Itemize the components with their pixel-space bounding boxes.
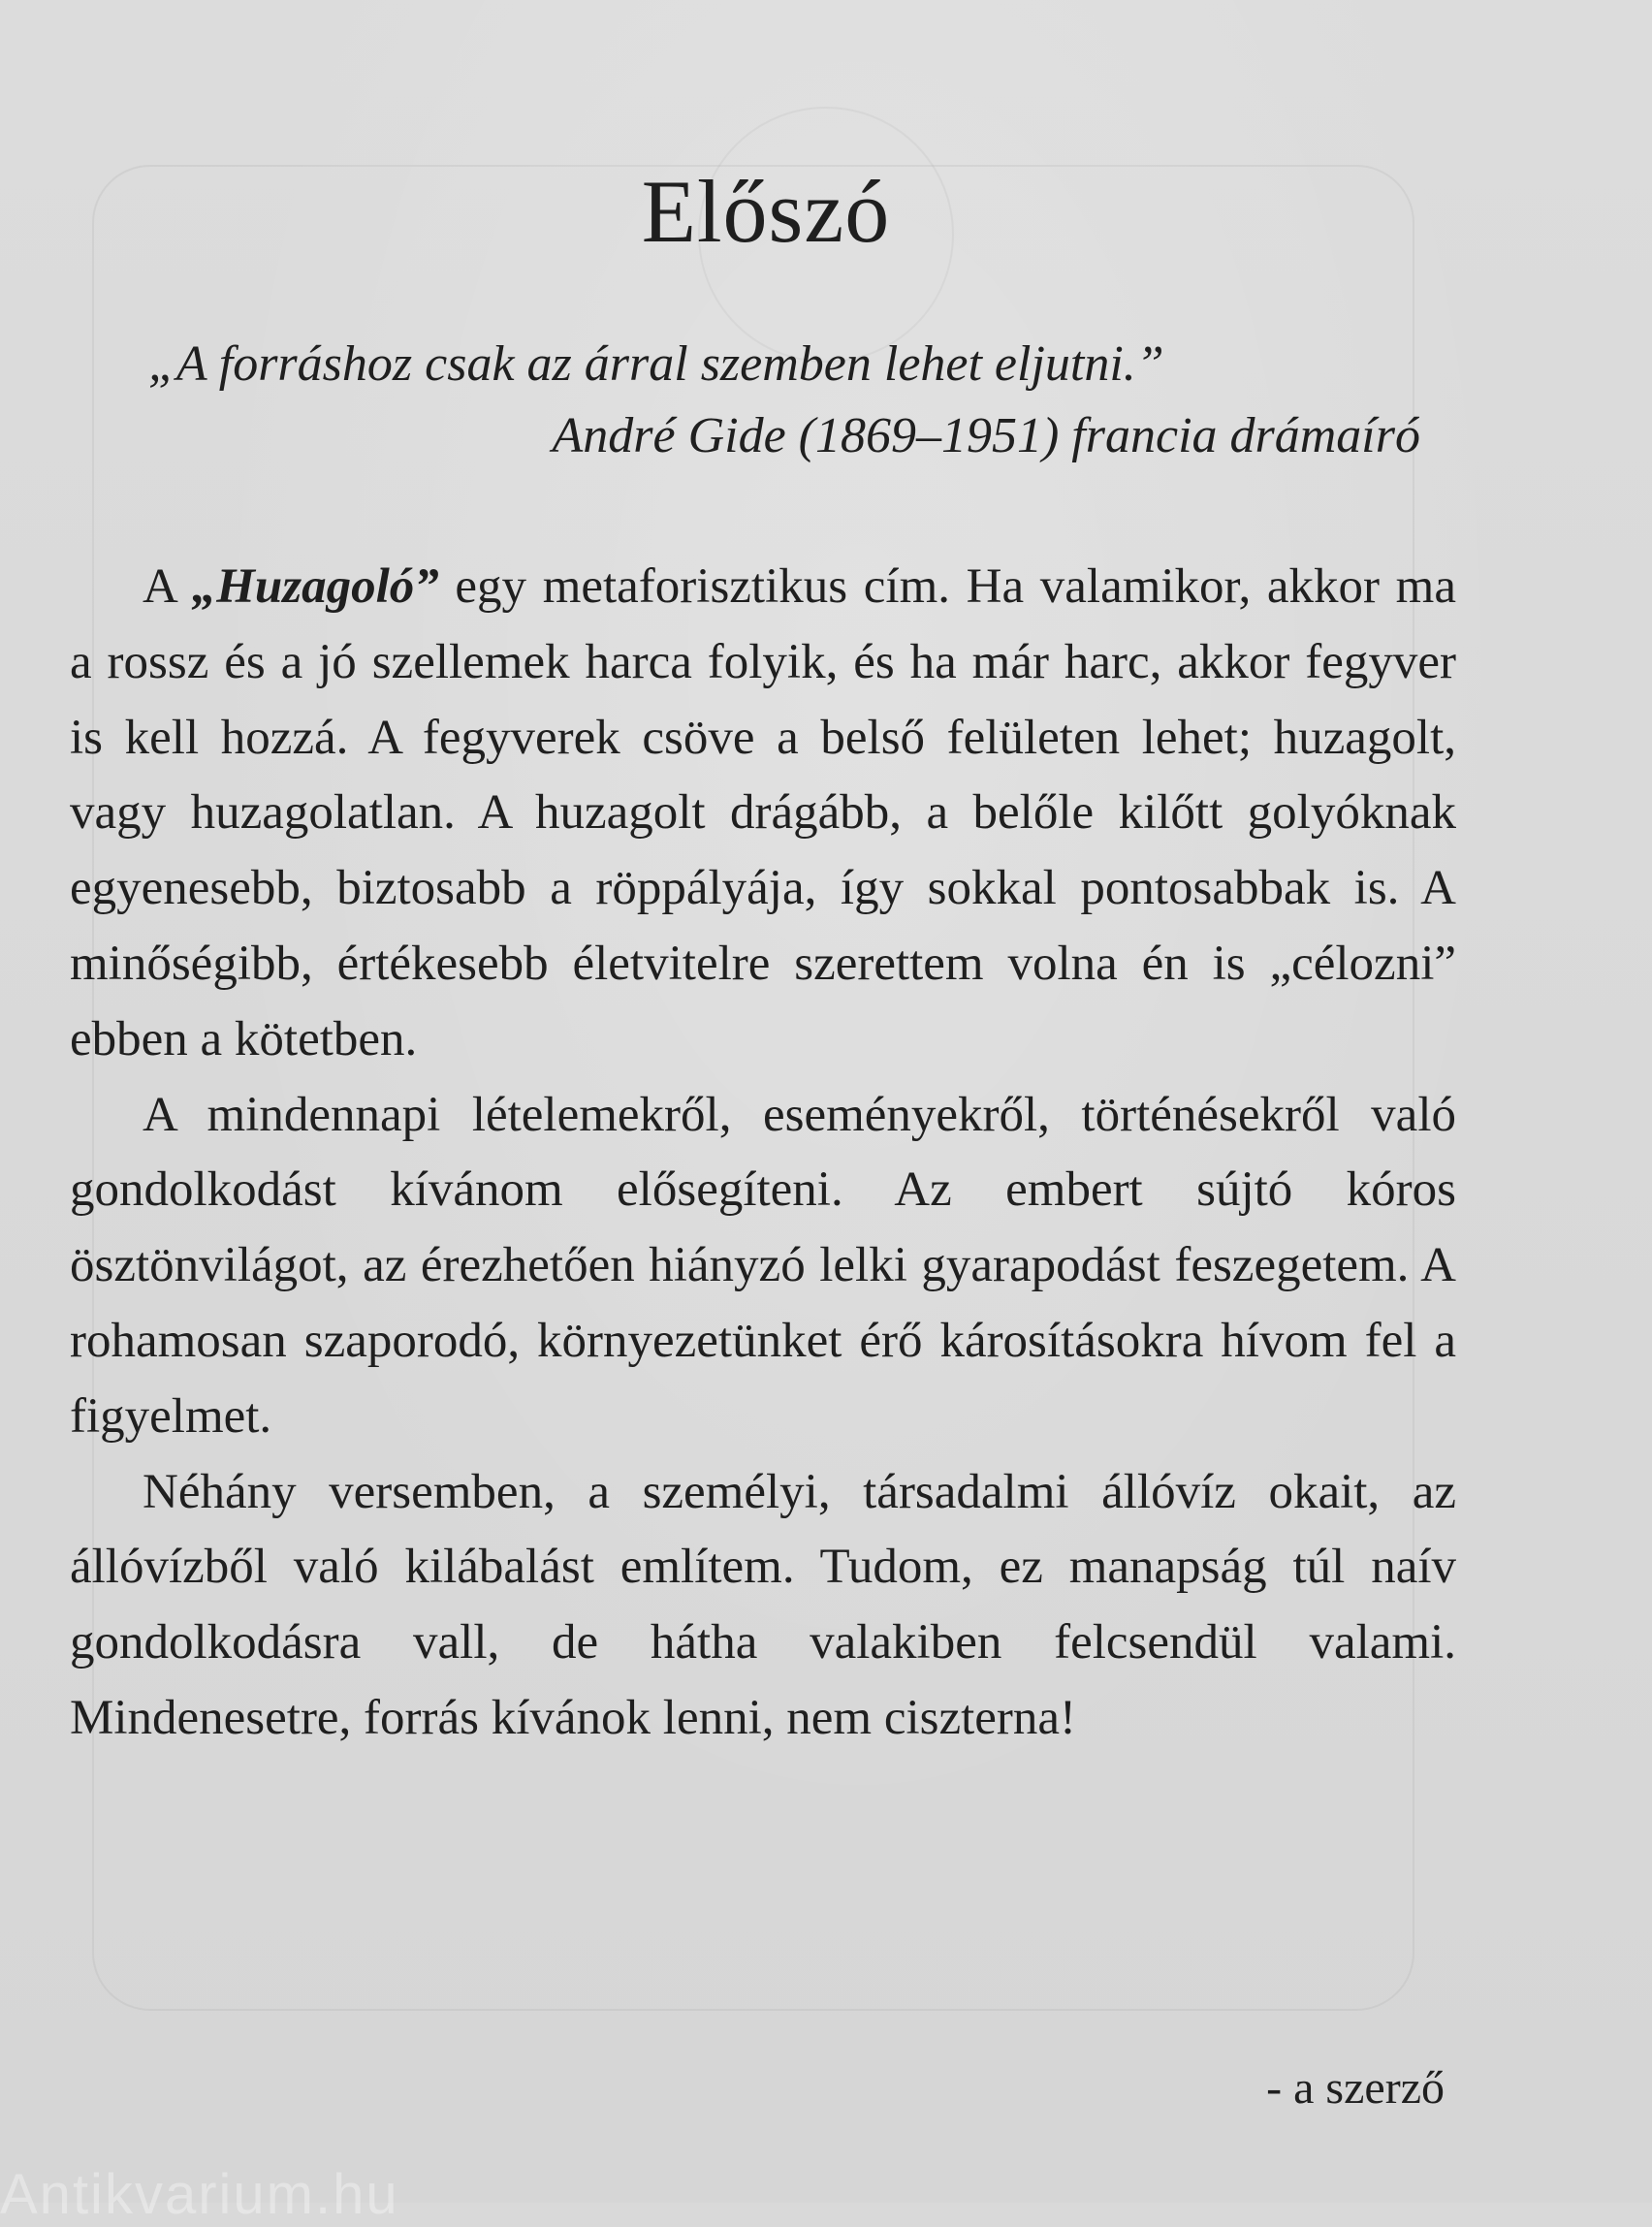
paragraph-2-text: A mindennapi lételemekről, eseményekről, történésekről való gondolkodást kívánom elősegíteni. Az embert sújtó kóros ösztönvilágot, az érezhetően hiányzó lelki gyarapodást feszegetem. A rohamosan szaporodó, környezetünket érő károsításokra hívom fel a figyelmet. [70, 1087, 1456, 1444]
paragraph-3 [70, 1455, 1456, 1757]
epigraph-text: „A forráshoz csak az árral szemben lehet eljutni.” [148, 336, 1164, 392]
paragraph-1 [70, 550, 1456, 1078]
epigraph [141, 330, 1420, 471]
paragraph-3-text: Néhány versemben, a személyi, társadalmi állóvíz okait, az állóvízből való kilábalást említem. Tudom, ez manapság túl naív gondolkodásra vall, de hátha valakiben felcsendül valami. Mindenesetre, forrás kívánok lenni, nem ciszterna! [70, 1464, 1456, 1745]
author-signature: - a szerző [1266, 2062, 1445, 2114]
preface-body [70, 550, 1456, 1757]
paragraph-2 [70, 1078, 1456, 1455]
paragraph-1-lead: A [143, 559, 192, 614]
paragraph-1-text: egy metaforisztikus cím. Ha valamikor, akkor ma a rossz és a jó szellemek harca folyik, és ha már harc, akkor fegyver is kell hozzá. A fegyverek csöve a belső felületen lehet; huzagolt, vagy huzagolatlan. A huzagolt drágább, a belőle kilőtt golyóknak egyenesebb, biztosabb a röppályája, így sokkal pontosabbak is. A minőségibb, értékesebb életvitelre szerettem volna én is „célozni” ebben a kötetben. [70, 559, 1456, 1066]
epigraph-attribution: André Gide (1869–1951) francia drámaíró [552, 408, 1420, 463]
page-title: Előszó [641, 161, 891, 261]
watermark-text: Antikvarium.hu [0, 2163, 399, 2226]
book-title-emphasis: „Huzagoló” [191, 559, 439, 614]
